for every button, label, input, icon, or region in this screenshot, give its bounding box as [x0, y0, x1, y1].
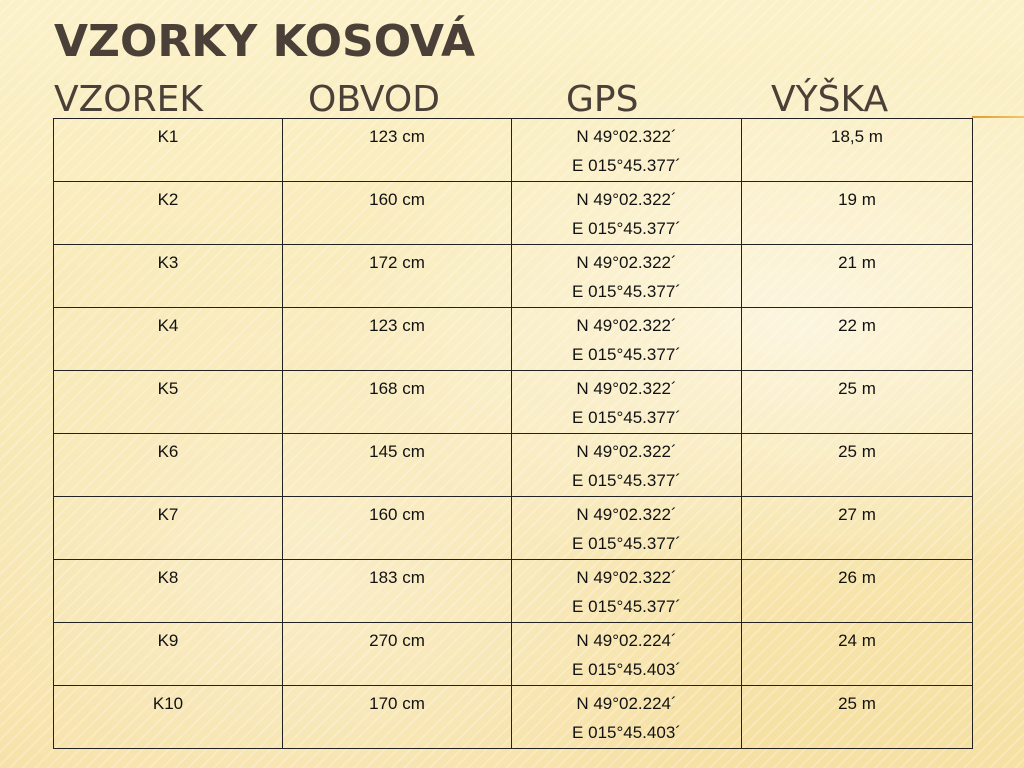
cell-circumference-text: 123 cm: [369, 127, 425, 146]
cell-sample: [54, 308, 283, 371]
cell-gps-text: E 015°45.403´: [572, 723, 681, 742]
table-row: [54, 686, 973, 749]
cell-gps-text: N 49°02.322´: [576, 253, 677, 272]
cell-height: [742, 371, 973, 434]
table-row: [54, 560, 973, 623]
cell-circumference: [283, 371, 512, 434]
column-heading-circumference: OBVOD: [308, 79, 440, 120]
cell-gps-text: E 015°45.377´: [572, 471, 681, 490]
cell-circumference: [283, 308, 512, 371]
cell-height-text: 25 m: [838, 694, 876, 713]
cell-gps-text: E 015°45.377´: [572, 534, 681, 553]
cell-gps-text: E 015°45.377´: [572, 282, 681, 301]
cell-gps-text: N 49°02.322´: [576, 379, 677, 398]
cell-circumference-text: 145 cm: [369, 442, 425, 461]
table-row: [54, 308, 973, 371]
cell-sample-text: K4: [157, 316, 179, 335]
cell-circumference: [283, 560, 512, 623]
cell-sample-text: K1: [157, 127, 179, 146]
cell-gps: [512, 371, 742, 434]
column-heading-sample: VZOREK: [54, 79, 203, 120]
cell-sample: [54, 182, 283, 245]
cell-gps-text: N 49°02.224´: [576, 694, 677, 713]
cell-gps: [512, 245, 742, 308]
cell-height-text: 22 m: [838, 316, 876, 335]
cell-height-text: 24 m: [838, 631, 876, 650]
cell-circumference: [283, 686, 512, 749]
cell-gps-text: N 49°02.322´: [576, 442, 677, 461]
cell-sample: [54, 119, 283, 182]
table-row: [54, 119, 973, 182]
cell-circumference-text: 168 cm: [369, 379, 425, 398]
cell-gps-text: N 49°02.322´: [576, 568, 677, 587]
cell-circumference: [283, 245, 512, 308]
cell-sample-text: K3: [157, 253, 179, 272]
cell-circumference-text: 270 cm: [369, 631, 425, 650]
cell-height: [742, 560, 973, 623]
cell-gps: [512, 686, 742, 749]
accent-line: [972, 116, 1024, 118]
table-row: [54, 497, 973, 560]
cell-height: [742, 497, 973, 560]
cell-circumference-text: 183 cm: [369, 568, 425, 587]
cell-sample: [54, 623, 283, 686]
cell-gps: [512, 119, 742, 182]
cell-sample-text: K9: [157, 631, 179, 650]
cell-gps-text: N 49°02.322´: [576, 505, 677, 524]
cell-height: [742, 308, 973, 371]
table-row: [54, 371, 973, 434]
column-headings: [54, 80, 994, 120]
cell-gps-text: N 49°02.322´: [576, 127, 677, 146]
cell-gps: [512, 434, 742, 497]
cell-height: [742, 623, 973, 686]
cell-sample-text: K6: [157, 442, 179, 461]
cell-circumference-text: 160 cm: [369, 190, 425, 209]
column-heading-height: VÝŠKA: [771, 79, 889, 120]
cell-circumference: [283, 497, 512, 560]
cell-height-text: 18,5 m: [831, 127, 883, 146]
cell-sample: [54, 497, 283, 560]
cell-circumference: [283, 182, 512, 245]
cell-gps: [512, 497, 742, 560]
cell-height: [742, 686, 973, 749]
cell-sample-text: K5: [157, 379, 179, 398]
cell-gps-text: E 015°45.377´: [572, 597, 681, 616]
cell-circumference-text: 170 cm: [369, 694, 425, 713]
cell-sample-text: K2: [157, 190, 179, 209]
cell-height-text: 27 m: [838, 505, 876, 524]
table-row: [54, 182, 973, 245]
cell-height-text: 26 m: [838, 568, 876, 587]
cell-gps-text: E 015°45.403´: [572, 660, 681, 679]
cell-sample-text: K8: [157, 568, 179, 587]
samples-table: [53, 118, 973, 749]
cell-sample: [54, 434, 283, 497]
cell-gps: [512, 623, 742, 686]
slide-title: VZORKY KOSOVÁ: [54, 16, 476, 67]
cell-gps-text: E 015°45.377´: [572, 219, 681, 238]
cell-height: [742, 182, 973, 245]
table-row: [54, 623, 973, 686]
cell-circumference: [283, 434, 512, 497]
samples-table-body: [54, 119, 973, 749]
cell-height-text: 19 m: [838, 190, 876, 209]
cell-gps-text: N 49°02.322´: [576, 190, 677, 209]
cell-gps: [512, 560, 742, 623]
cell-height-text: 25 m: [838, 379, 876, 398]
cell-gps-text: N 49°02.322´: [576, 316, 677, 335]
cell-height: [742, 119, 973, 182]
cell-sample-text: K7: [157, 505, 179, 524]
cell-height-text: 25 m: [838, 442, 876, 461]
column-heading-gps: GPS: [566, 79, 639, 120]
table-row: [54, 245, 973, 308]
cell-gps-text: N 49°02.224´: [576, 631, 677, 650]
cell-height: [742, 245, 973, 308]
cell-gps: [512, 182, 742, 245]
cell-circumference: [283, 623, 512, 686]
cell-circumference-text: 160 cm: [369, 505, 425, 524]
cell-sample-text: K10: [152, 694, 184, 713]
cell-sample: [54, 371, 283, 434]
cell-sample: [54, 686, 283, 749]
cell-gps-text: E 015°45.377´: [572, 156, 681, 175]
cell-gps-text: E 015°45.377´: [572, 408, 681, 427]
table-row: [54, 434, 973, 497]
cell-circumference: [283, 119, 512, 182]
cell-sample: [54, 245, 283, 308]
cell-circumference-text: 123 cm: [369, 316, 425, 335]
cell-circumference-text: 172 cm: [369, 253, 425, 272]
cell-height: [742, 434, 973, 497]
cell-sample: [54, 560, 283, 623]
cell-gps: [512, 308, 742, 371]
cell-gps-text: E 015°45.377´: [572, 345, 681, 364]
cell-height-text: 21 m: [838, 253, 876, 272]
